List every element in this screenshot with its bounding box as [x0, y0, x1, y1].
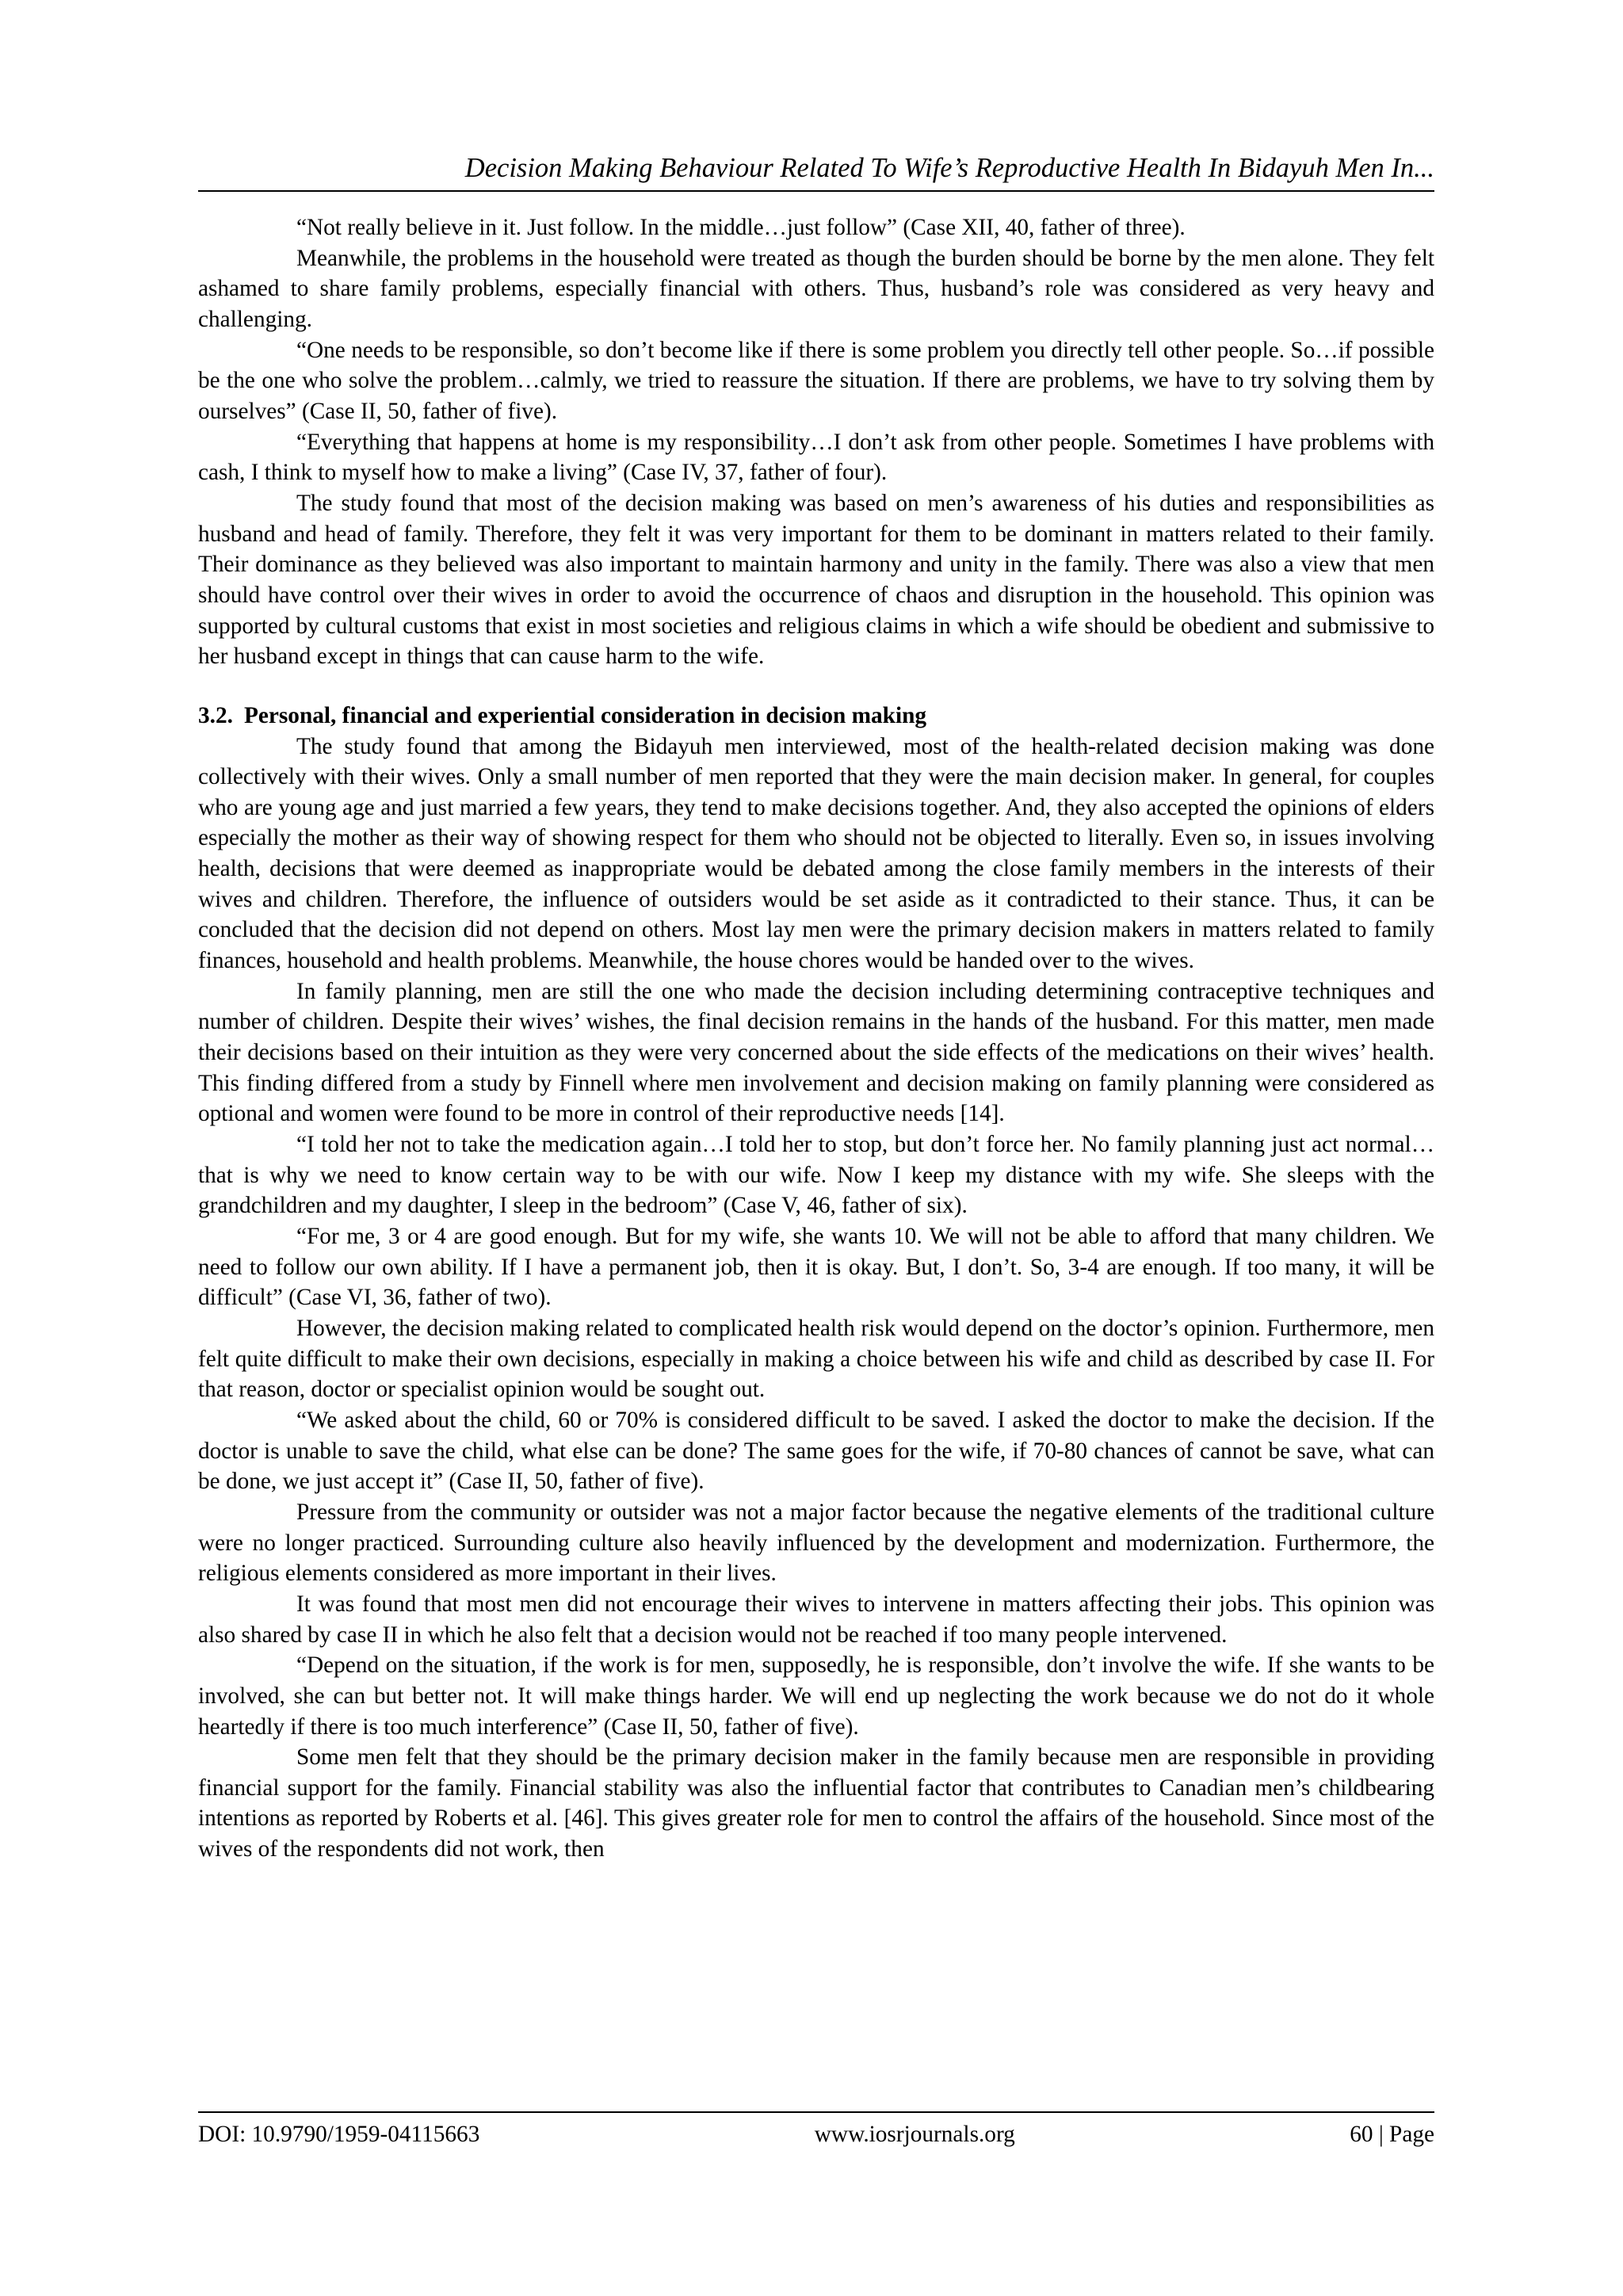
footer-doi: DOI: 10.9790/1959-04115663 [198, 2122, 480, 2147]
footer-page-number: 60 | Page [1350, 2122, 1434, 2147]
paragraph: It was found that most men did not encourage their wives to intervene in matters affecting their jobs. This opinion was also shared by case II in which he also felt that a decision would not be reached if too many people intervened. [198, 1591, 1434, 1648]
article-body [198, 212, 1434, 1865]
paragraph: “Depend on the situation, if the work is for men, supposedly, he is responsible, don’t involve the wife. If she wants to be involved, she can but better not. It will make things harder. We will end up neglecting the work because we do not do it whole heartedly if there is too much interference” (Case II, 50, father of five). [198, 1652, 1434, 1740]
paragraph: “For me, 3 or 4 are good enough. But for my wife, she wants 10. We will not be able to afford that many children. We need to follow our own ability. If I have a permanent job, then it is okay. But, I don’t. So, 3-4 are enough. If too many, it will be difficult” (Case VI, 36, father of two). [198, 1224, 1434, 1311]
paragraph: “One needs to be responsible, so don’t become like if there is some problem you directly tell other people. So…if possible be the one who solve the problem…calmly, we tried to reassure the situation. If there are problems, we have to try solving them by ourselves” (Case II, 50, father of five). [198, 337, 1434, 424]
paragraph: “I told her not to take the medication again…I told her to stop, but don’t force her. No family planning just act normal…that is why we need to know certain way to be with our wife. Now I keep my distance with my wife. She sleeps with the grandchildren and my daughter, I sleep in the bedroom” (Case V, 46, father of six). [198, 1132, 1434, 1219]
section-title: Personal, financial and experiential consideration in decision making [244, 702, 927, 728]
page-footer [198, 2111, 1434, 2149]
section-heading [198, 701, 1434, 732]
section-number: 3.2. [198, 702, 233, 728]
paragraph: The study found that most of the decision making was based on men’s awareness of his duties and responsibilities as husband and head of family. Therefore, they felt it was very important for them to be dominant in matters related to their family. Their dominance as they believed was also important to maintain harmony and unity in the family. There was also a view that men should have control over their wives in order to avoid the occurrence of chaos and disruption in the household. This opinion was supported by cultural customs that exist in most societies and religious claims in which a wife should be obedient and submissive to her husband except in things that can cause harm to the wife. [198, 490, 1434, 670]
running-header: Decision Making Behaviour Related To Wife’s Reproductive Health In Bidayuh Men In... [198, 151, 1434, 192]
paragraph: “Not really believe in it. Just follow. In the middle…just follow” (Case XII, 40, father of three). [296, 215, 1186, 240]
paragraph: However, the decision making related to complicated health risk would depend on the doctor’s opinion. Furthermore, men felt quite difficult to make their own decisions, especially in making a choice between his wife and child as described by case II. For that reason, doctor or specialist opinion would be sought out. [198, 1315, 1434, 1403]
paragraph: “We asked about the child, 60 or 70% is considered difficult to be saved. I asked the doctor to make the decision. If the doctor is unable to save the child, what else can be done? The same goes for the wife, if 70-80 chances of cannot be save, what can be done, we just accept it” (Case II, 50, father of five). [198, 1407, 1434, 1495]
paragraph: In family planning, men are still the one who made the decision including determining contraceptive techniques and number of children. Despite their wives’ wishes, the final decision remains in the hands of the husband. For this matter, men made their decisions based on their intuition as they were very concerned about the side effects of the medications on their wives’ health. This finding differed from a study by Finnell where men involvement and decision making on family planning were considered as optional and women were found to be more in control of their reproductive needs [14]. [198, 978, 1434, 1127]
paragraph: Pressure from the community or outsider was not a major factor because the negative elements of the traditional culture were no longer practiced. Surrounding culture also heavily influenced by the development and modernization. Furthermore, the religious elements considered as more important in their lives. [198, 1499, 1434, 1587]
paragraph: “Everything that happens at home is my responsibility…I don’t ask from other people. Sometimes I have problems with cash, I think to myself how to make a living” (Case IV, 37, father of four). [198, 429, 1434, 486]
footer-website: www.iosrjournals.org [814, 2122, 1015, 2147]
paragraph: Some men felt that they should be the primary decision maker in the family because men are responsible in providing financial support for the family. Financial stability was also the influential factor that contributes to Canadian men’s childbearing intentions as reported by Roberts et al. [46]. This gives greater role for men to control the affairs of the household. Since most of the wives of the respondents did not work, then [198, 1744, 1434, 1862]
paragraph: The study found that among the Bidayuh men interviewed, most of the health-related decision making was done collectively with their wives. Only a small number of men reported that they were the main decision maker. In general, for couples who are young age and just married a few years, they tend to make decisions together. And, they also accepted the opinions of elders especially the mother as their way of showing respect for them who should not be objected to literally. Even so, in issues involving health, decisions that were deemed as inappropriate would be debated among the close family members in the interests of their wives and children. Therefore, the influence of outsiders would be set aside as it contradicted to their stance. Thus, it can be concluded that the decision did not depend on others. Most lay men were the primary decision makers in matters related to family finances, household and health problems. Meanwhile, the house chores would be handed over to the wives. [198, 733, 1434, 974]
paragraph: Meanwhile, the problems in the household were treated as though the burden should be borne by the men alone. They felt ashamed to share family problems, especially financial with others. Thus, husband’s role was considered as very heavy and challenging. [198, 245, 1434, 332]
page [198, 151, 1434, 1865]
